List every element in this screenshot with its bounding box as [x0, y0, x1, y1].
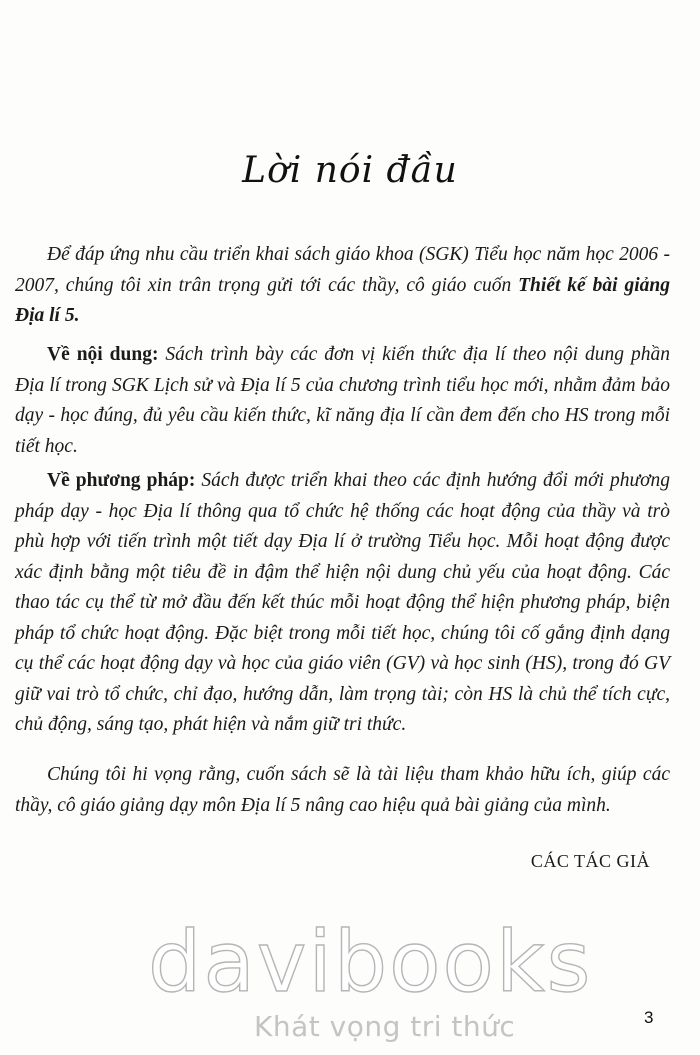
- content-text: Sách trình bày các đơn vị kiến thức địa lí theo nội dung phần Địa lí trong SGK Lịch sử và Địa lí 5 của chương trình tiểu học mới, nhằm đảm bảo dạy - học đúng, đủ yêu cầu kiến thức, kĩ năng địa lí cần đem đến cho HS trong mỗi tiết học.: [15, 344, 670, 457]
- page-number: 3: [644, 1008, 654, 1027]
- page-title: Lời nói đầu: [242, 150, 458, 191]
- closing-paragraph: [15, 760, 670, 821]
- closing-text: Chúng tôi hi vọng rằng, cuốn sách sẽ là tài liệu tham khảo hữu ích, giúp các thầy, cô giáo giảng dạy môn Địa lí 5 nâng cao hiệu quả bài giảng của mình.: [15, 764, 670, 816]
- intro-paragraph: [15, 240, 670, 332]
- intro-text: Để đáp ứng nhu cầu triển khai sách giáo khoa (SGK) Tiểu học năm học 2006 - 2007, chúng tôi xin trân trọng gửi tới các thầy, cô giáo cuốn: [15, 244, 670, 296]
- method-text: Sách được triển khai theo các định hướng đổi mới phương pháp dạy - học Địa lí thông qua tổ chức hệ thống các hoạt động của thầy và trò phù hợp với tiến trình một tiết dạy Địa lí ở trường Tiểu học. Mỗi hoạt động được xác định bằng một tiêu đề in đậm thể hiện nội dung chủ yếu của hoạt động. Các thao tác cụ thể từ mở đầu đến kết thúc mỗi hoạt động thể hiện phương pháp, biện pháp tổ chức hoạt động. Đặc biệt trong mỗi tiết học, chúng tôi cố gắng định dạng cụ thể các hoạt động dạy và học của giáo viên (GV) và học sinh (HS), trong đó GV giữ vai trò tổ chức, chỉ đạo, hướng dẫn, làm trọng tài; còn HS là chủ thể tích cực, chủ động, sáng tạo, phát hiện và nắm giữ tri thức.: [15, 470, 670, 735]
- method-paragraph: [15, 466, 670, 741]
- watermark-logo: davibooks: [148, 913, 593, 1011]
- content-lead: Về nội dung:: [47, 344, 159, 365]
- book-title: Thiết kế bài giảng Địa lí 5.: [15, 274, 670, 326]
- content-paragraph: [15, 340, 670, 462]
- method-lead: Về phương pháp:: [47, 470, 196, 491]
- authors-signature: CÁC TÁC GIẢ: [530, 851, 650, 871]
- watermark-tagline: Khát vọng tri thức: [254, 1010, 516, 1043]
